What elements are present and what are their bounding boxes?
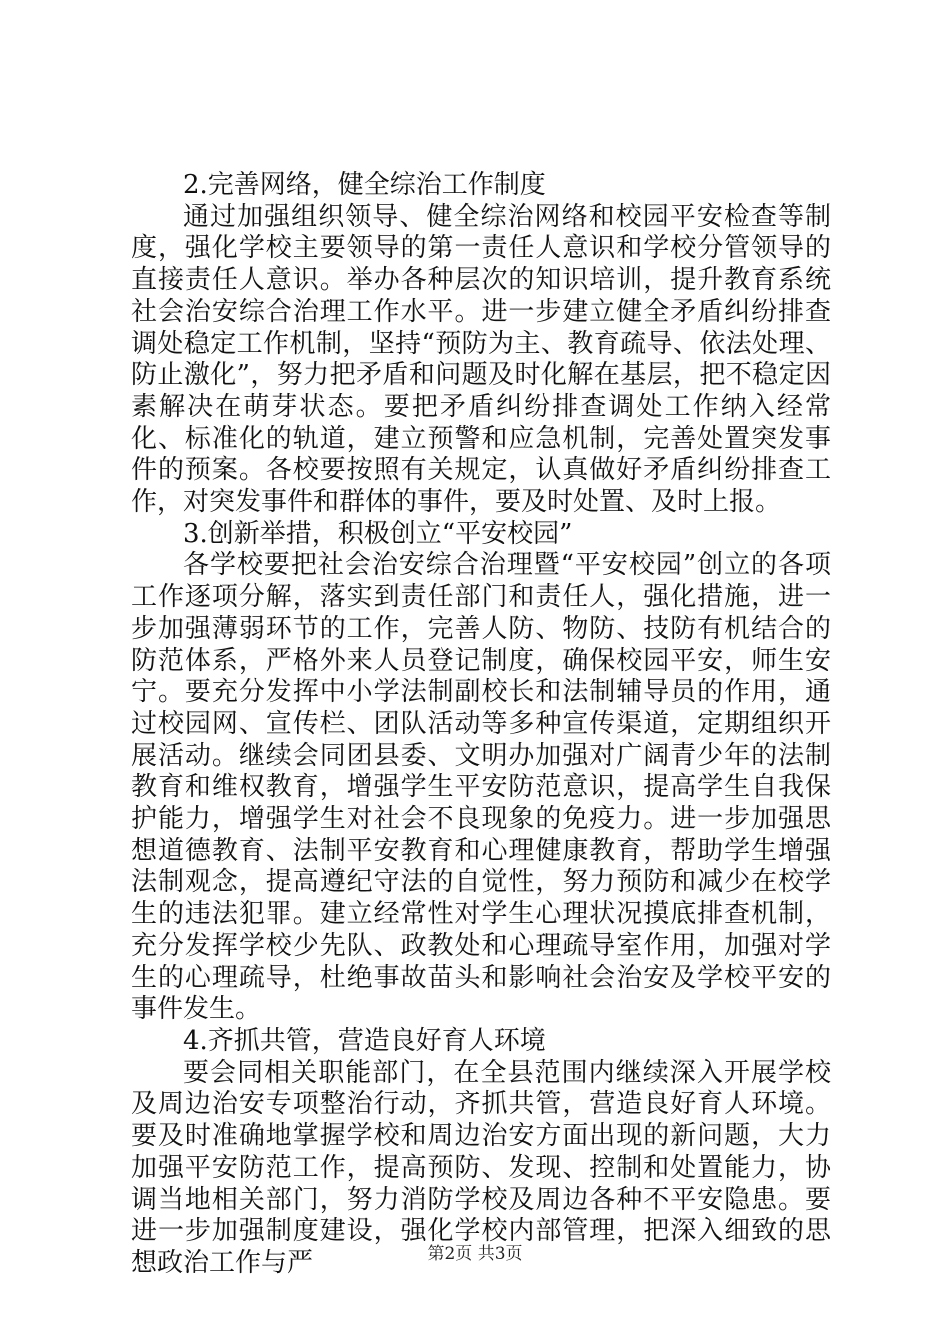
section-heading-2: 2.完善网络，健全综治工作制度: [183, 170, 546, 200]
document-body: [131, 170, 831, 1280]
section-heading-4: 4.齐抓共管，营造良好育人环境: [183, 1025, 546, 1056]
page-number-footer: 第2页 共3页: [427, 1244, 523, 1264]
section-paragraph-4: 要会同相关职能部门，在全县范围内继续深入开展学校及周边治安专项整治行动，齐抓共管，营造良好育人环境。要及时准确地掌握学校和周边治安方面出现的新问题，大力加强平安防范工作，提高预防、发现、控制和处置能力，协调当地相关部门，努力消防学校及周边各种不平安隐患。要进一步加强制度建设，强化学校内部管理，把深入细致的思想政治工作与严: [131, 1057, 831, 1278]
section-paragraph-2: 通过加强组织领导、健全综治网络和校园平安检查等制度，强化学校主要领导的第一责任人意识和学校分管领导的直接责任人意识。举办各种层次的知识培训，提升教育系统社会治安综合治理工作水平。进一步建立健全矛盾纠纷排查调处稳定工作机制，坚持“预防为主、教育疏导、依法处理、防止激化”，努力把矛盾和问题及时化解在基层，把不稳定因素解决在萌芽状态。要把矛盾纠纷排查调处工作纳入经常化、标准化的轨道，建立预警和应急机制，完善处置突发事件的预案。各校要按照有关规定，认真做好矛盾纠纷排查工作，对突发事件和群体的事件，要及时处置、及时上报。: [131, 201, 831, 518]
section-heading-3: 3.创新举措，积极创立“平安校园”: [183, 518, 573, 549]
section-paragraph-3: 各学校要把社会治安综合治理暨“平安校园”创立的各项工作逐项分解，落实到责任部门和责任人，强化措施，进一步加强薄弱环节的工作，完善人防、物防、技防有机结合的防范体系，严格外来人员登记制度，确保校园平安，师生安宁。要充分发挥中小学法制副校长和法制辅导员的作用，通过校园网、宣传栏、团队活动等多种宣传渠道，定期组织开展活动。继续会同团县委、文明办加强对广阔青少年的法制教育和维权教育，增强学生平安防范意识，提高学生自我保护能力，增强学生对社会不良现象的免疫力。进一步加强思想道德教育、法制平安教育和心理健康教育，帮助学生增强法制观念，提高遵纪守法的自觉性，努力预防和减少在校学生的违法犯罪。建立经常性对学生心理状况摸底排查机制，充分发挥学校少先队、政教处和心理疏导室作用，加强对学生的心理疏导，杜绝事故苗头和影响社会治安及学校平安的事件发生。: [131, 550, 831, 1025]
